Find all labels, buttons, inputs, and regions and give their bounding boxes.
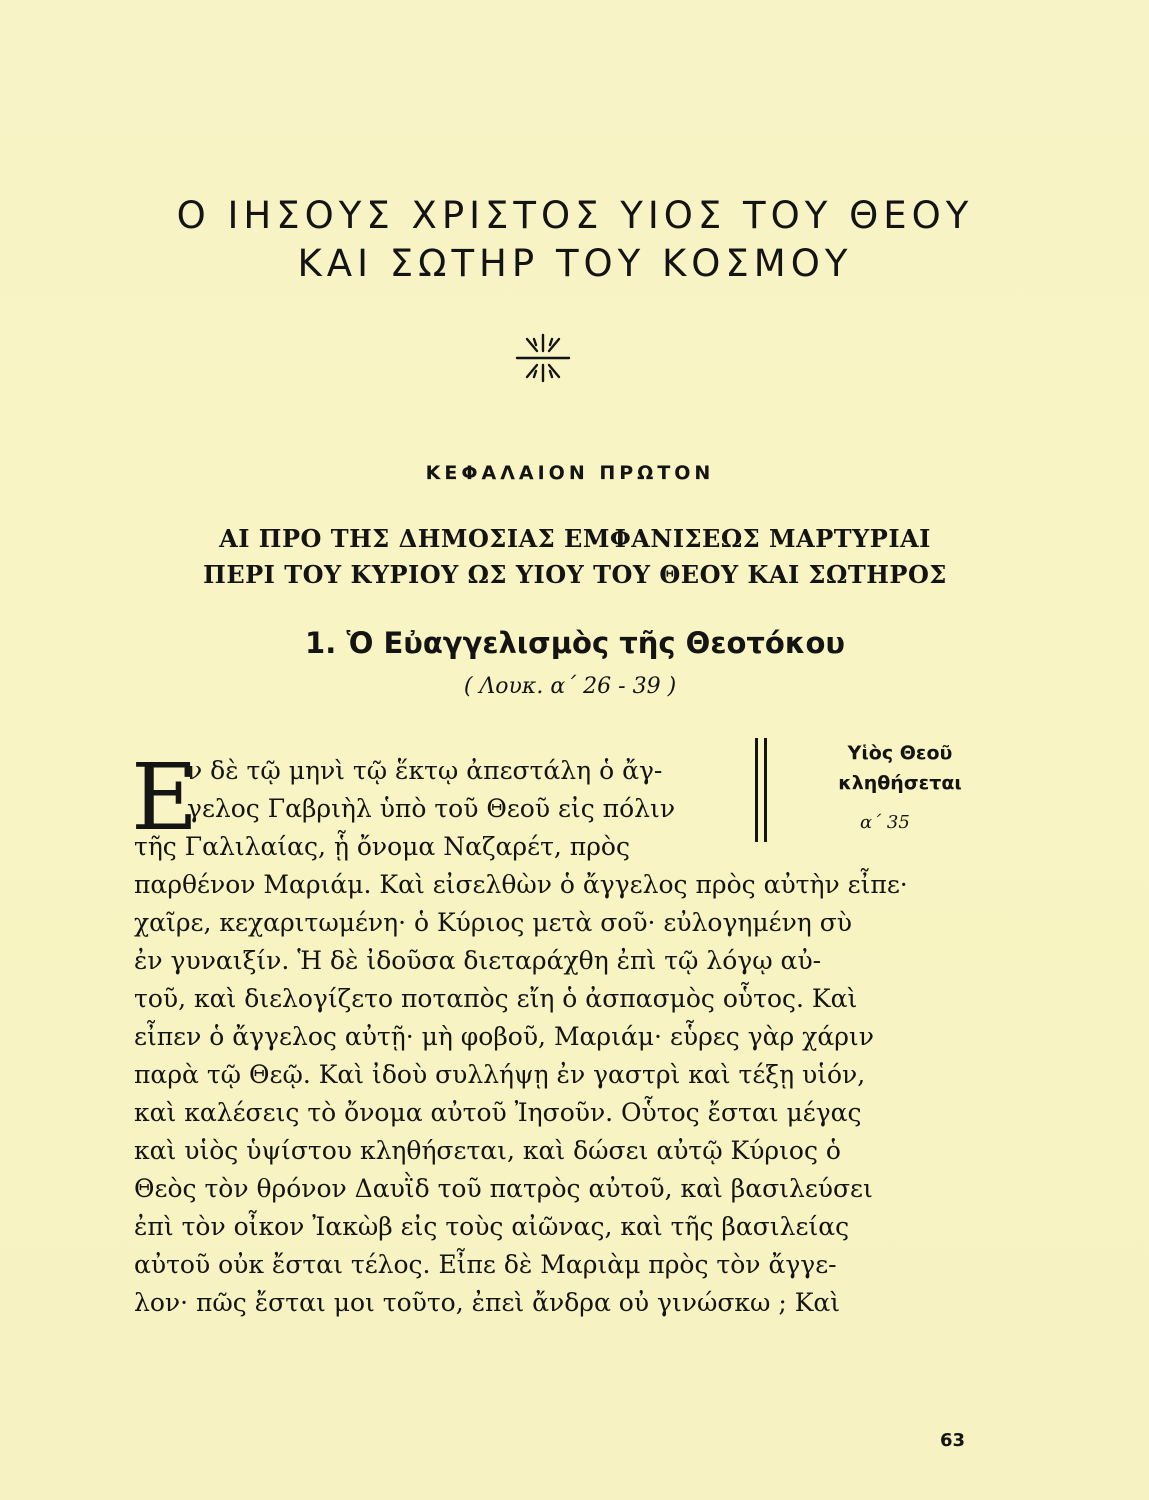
body-line: ἐν γυναιξίν. Ἡ δὲ ἰδοῦσα διεταράχθη ἐπὶ τῷ λόγῳ αὐ- xyxy=(134,946,822,975)
margin-rule-left xyxy=(755,738,758,842)
body-line: καὶ καλέσεις τὸ ὄνομα αὐτοῦ Ἰησοῦν. Οὗτος ἔσται μέγας xyxy=(134,1098,862,1127)
body-line: παρθένον Μαριάμ. Καὶ εἰσελθὼν ὁ ἄγγελος πρὸς αὐτὴν εἶπε· xyxy=(134,870,908,899)
drop-cap: Ε xyxy=(131,744,199,851)
body-line: εἶπεν ὁ ἄγγελος αὐτῇ· μὴ φοβοῦ, Μαριάμ· εὗρες γὰρ χάριν xyxy=(134,1022,874,1051)
ornament-icon xyxy=(515,333,571,383)
section-reference: ( Λουκ. α΄ 26 - 39 ) xyxy=(463,674,677,699)
body-line: τῆς Γαλιλαίας, ᾗ ὄνομα Ναζαρέτ, πρὸς xyxy=(134,832,630,861)
main-title-line-2: ΚΑΙ ΣΩΤΗΡ ΤΟΥ ΚΟΣΜΟΥ xyxy=(297,242,853,285)
body-line: Θεὸς τὸν θρόνον Δαυῒδ τοῦ πατρὸς αὐτοῦ, καὶ βασιλεύσει xyxy=(134,1174,873,1203)
main-title-line-1: Ο ΙΗΣΟΥΣ ΧΡΙΣΤΟΣ ΥΙΟΣ ΤΟΥ ΘΕΟΥ xyxy=(176,194,974,237)
margin-note-line-2: κληθήσεται xyxy=(838,772,962,794)
page-number: 63 xyxy=(940,1430,966,1451)
subtitle-line-1: ΑΙ ΠΡΟ ΤΗΣ ΔΗΜΟΣΙΑΣ ΕΜΦΑΝΙΣΕΩΣ ΜΑΡΤΥΡΙΑΙ xyxy=(219,524,931,553)
margin-note-reference: α΄ 35 xyxy=(860,812,910,833)
body-line: λον· πῶς ἔσται μοι τοῦτο, ἐπεὶ ἄνδρα οὐ γινώσκω ; Καὶ xyxy=(134,1288,841,1317)
body-line: παρὰ τῷ Θεῷ. Καὶ ἰδοὺ συλλήψῃ ἐν γαστρὶ καὶ τέξῃ υἱόν, xyxy=(134,1060,866,1089)
body-line: αὐτοῦ οὐκ ἔσται τέλος. Εἶπε δὲ Μαριὰμ πρὸς τὸν ἄγγε- xyxy=(134,1250,837,1279)
margin-note-line-1: Υἱὸς Θεοῦ xyxy=(847,742,953,764)
body-line: χαῖρε, κεχαριτωμένη· ὁ Κύριος μετὰ σοῦ· εὐλογημένη σὺ xyxy=(134,908,852,937)
body-line: τοῦ, καὶ διελογίζετο ποταπὸς εἴη ὁ ἀσπασμὸς οὗτος. Καὶ xyxy=(134,984,858,1013)
section-title: 1. Ὁ Εὐαγγελισμὸς τῆς Θεοτόκου xyxy=(305,626,845,660)
margin-rule-right xyxy=(764,738,767,842)
body-line: ἐπὶ τὸν οἶκον Ἰακὼβ εἰς τοὺς αἰῶνας, καὶ τῆς βασιλείας xyxy=(134,1212,850,1241)
subtitle-line-2: ΠΕΡΙ ΤΟΥ ΚΥΡΙΟΥ ΩΣ ΥΙΟΥ ΤΟΥ ΘΕΟΥ ΚΑΙ ΣΩΤΗΡΟΣ xyxy=(203,560,947,589)
body-line: καὶ υἱὸς ὑψίστου κληθήσεται, καὶ δώσει αὐτῷ Κύριος ὁ xyxy=(134,1136,841,1165)
chapter-heading: ΚΕΦΑΛΑΙΟΝ ΠΡΩΤΟΝ xyxy=(425,462,715,484)
body-line: γελος Γαβριὴλ ὑπὸ τοῦ Θεοῦ εἰς πόλιν xyxy=(187,794,676,823)
body-line: ν δὲ τῷ μηνὶ τῷ ἕκτῳ ἀπεστάλη ὁ ἄγ- xyxy=(187,756,663,785)
